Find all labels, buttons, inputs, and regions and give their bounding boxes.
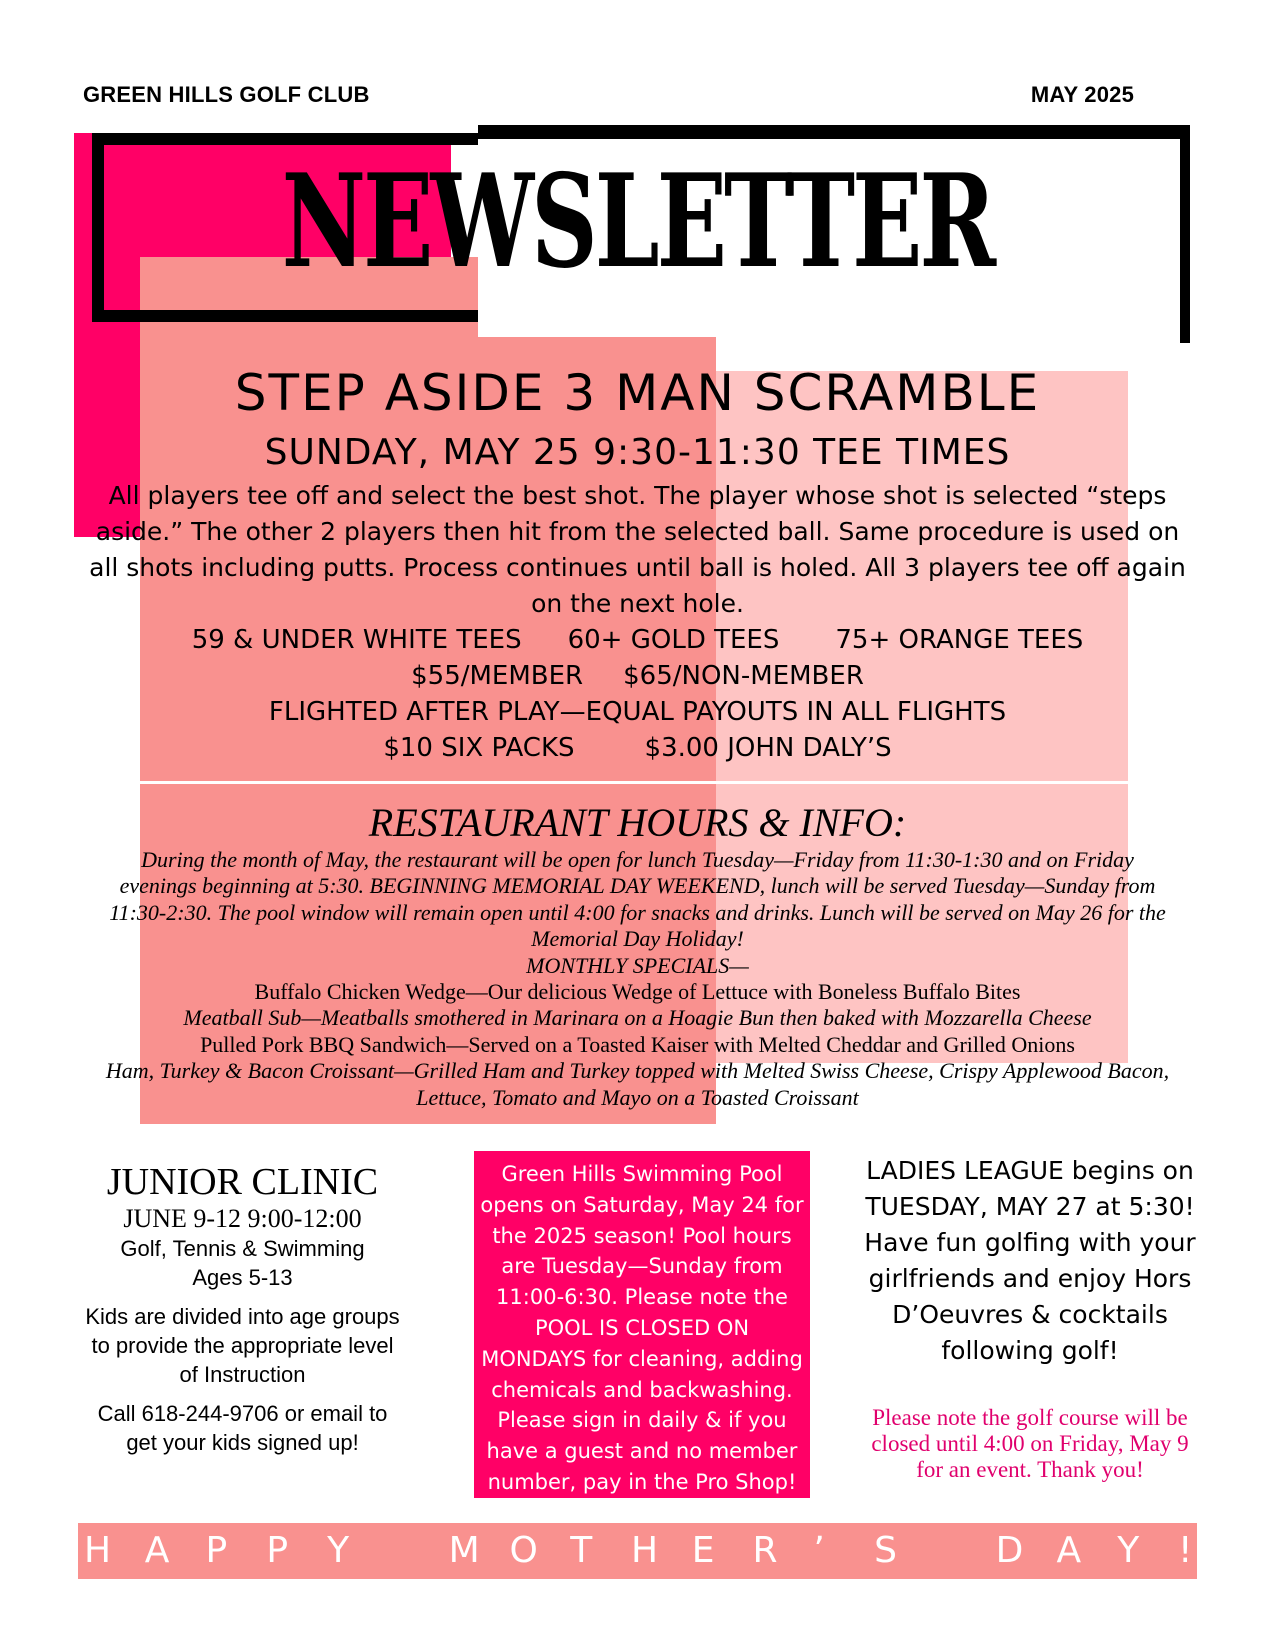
restaurant-info bbox=[100, 847, 1175, 1111]
non-member-price: $65/NON-MEMBER bbox=[623, 661, 864, 691]
banner-letter: A bbox=[144, 1530, 170, 1571]
mothers-day-banner bbox=[78, 1523, 1197, 1579]
junior-activities: Golf, Tennis & Swimming bbox=[120, 1236, 365, 1261]
tee-gold: 60+ GOLD TEES bbox=[567, 625, 780, 655]
banner-letter: ’ bbox=[813, 1530, 825, 1571]
flighted-note: FLIGHTED AFTER PLAY—EQUAL PAYOUTS IN ALL FLIGHTS bbox=[268, 697, 1007, 727]
restaurant-title: RESTAURANT HOURS & INFO: bbox=[368, 800, 907, 845]
entry-prices bbox=[80, 658, 1195, 694]
restaurant-hours: During the month of May, the restaurant will be open for lunch Tuesday—Friday from 11:30-1:30 and on Friday evenings beginning at 5:30. BEGINNING MEMORIAL DAY WEEKEND, lunch will be served Tuesday—Sunday from 11:30-2:30. The pool window will remain open until 4:00 for snacks and drinks. Lunch will be served on May 26 for the Memorial Day Holiday! bbox=[109, 847, 1166, 952]
scramble-title: STEP ASIDE 3 MAN SCRAMBLE bbox=[234, 364, 1041, 422]
tee-groups bbox=[80, 622, 1195, 658]
special-item-3: Pulled Pork BBQ Sandwich—Served on a Toasted Kaiser with Melted Cheddar and Grilled Onions bbox=[200, 1031, 1075, 1057]
junior-ages: Ages 5-13 bbox=[192, 1265, 293, 1290]
banner-letter: H bbox=[84, 1530, 112, 1571]
banner-letter: P bbox=[266, 1530, 289, 1571]
banner-letter: E bbox=[691, 1530, 715, 1571]
scramble-description: All players tee off and select the best shot. The player whose shot is selected “steps aside.” The other 2 players then hit from the selected ball. Same procedure is used on all shots including putts. Process continues until ball is holed. All 3 players tee off again on the next hole. bbox=[89, 481, 1186, 618]
junior-clinic bbox=[80, 1160, 405, 1457]
john-dalys: $3.00 JOHN DALY’S bbox=[644, 733, 892, 763]
junior-contact: Call 618-244-9706 or email to get your kids signed up! bbox=[97, 1401, 388, 1455]
section-divider bbox=[140, 781, 1128, 784]
banner-letter: ! bbox=[1178, 1530, 1193, 1571]
banner-letter: T bbox=[570, 1530, 593, 1571]
newsletter-title: NEWSLETTER bbox=[281, 147, 994, 297]
banner-letter: R bbox=[752, 1530, 778, 1571]
ladies-league: LADIES LEAGUE begins on TUESDAY, MAY 27 at 5:30! Have fun golfing with your girlfriends and enjoy Hors D’Oeuvres & cocktails following golf! bbox=[864, 1156, 1196, 1365]
six-packs: $10 SIX PACKS bbox=[383, 733, 575, 763]
banner-letter: D bbox=[995, 1530, 1024, 1571]
banner-letter: O bbox=[509, 1530, 538, 1571]
member-price: $55/MEMBER bbox=[411, 661, 584, 691]
special-item-1: Buffalo Chicken Wedge—Our delicious Wedge of Lettuce with Boneless Buffalo Bites bbox=[254, 979, 1021, 1005]
banner-letter: A bbox=[1056, 1530, 1082, 1571]
scramble-details bbox=[80, 478, 1195, 766]
scramble-date: SUNDAY, MAY 25 9:30-11:30 TEE TIMES bbox=[264, 432, 1011, 473]
tee-orange: 75+ ORANGE TEES bbox=[835, 625, 1084, 655]
junior-clinic-title: JUNIOR CLINIC bbox=[106, 1161, 379, 1203]
club-name: GREEN HILLS GOLF CLUB bbox=[83, 82, 370, 107]
special-item-4: Ham, Turkey & Bacon Croissant—Grilled Ham and Turkey topped with Melted Swiss Cheese, Crispy Applewood Bacon, Lettuce, Tomato and Mayo on a Toasted Croissant bbox=[105, 1058, 1170, 1110]
junior-clinic-dates: JUNE 9-12 9:00-12:00 bbox=[123, 1204, 362, 1233]
course-closure-notice: Please note the golf course will be closed until 4:00 on Friday, May 9 for an event. Thank you! bbox=[871, 1405, 1189, 1482]
special-item-2: Meatball Sub—Meatballs smothered in Marinara on a Hoagie Bun then baked with Mozzarella Cheese bbox=[183, 1005, 1092, 1031]
junior-description: Kids are divided into age groups to provide the appropriate level of Instruction bbox=[85, 1304, 400, 1387]
drink-specials bbox=[80, 730, 1195, 766]
monthly-specials-heading: MONTHLY SPECIALS— bbox=[526, 952, 749, 978]
banner-letter: S bbox=[874, 1530, 897, 1571]
banner-letter: P bbox=[205, 1530, 228, 1571]
issue-date: MAY 2025 bbox=[1030, 82, 1134, 107]
banner-letter: Y bbox=[1117, 1530, 1140, 1571]
pool-announcement: Green Hills Swimming Pool opens on Saturday, May 24 for the 2025 season! Pool hours are Tuesday—Sunday from 11:00-6:30. Please note the POOL IS CLOSED ON MONDAYS for cleaning, adding chemicals and backwashing. Please sign in daily & if you have a guest and no member number, pay in the Pro Shop! bbox=[474, 1151, 810, 1498]
banner-letter: H bbox=[631, 1530, 659, 1571]
banner-letter: M bbox=[448, 1530, 480, 1571]
tee-white: 59 & UNDER WHITE TEES bbox=[191, 625, 522, 655]
banner-letter: Y bbox=[327, 1530, 350, 1571]
